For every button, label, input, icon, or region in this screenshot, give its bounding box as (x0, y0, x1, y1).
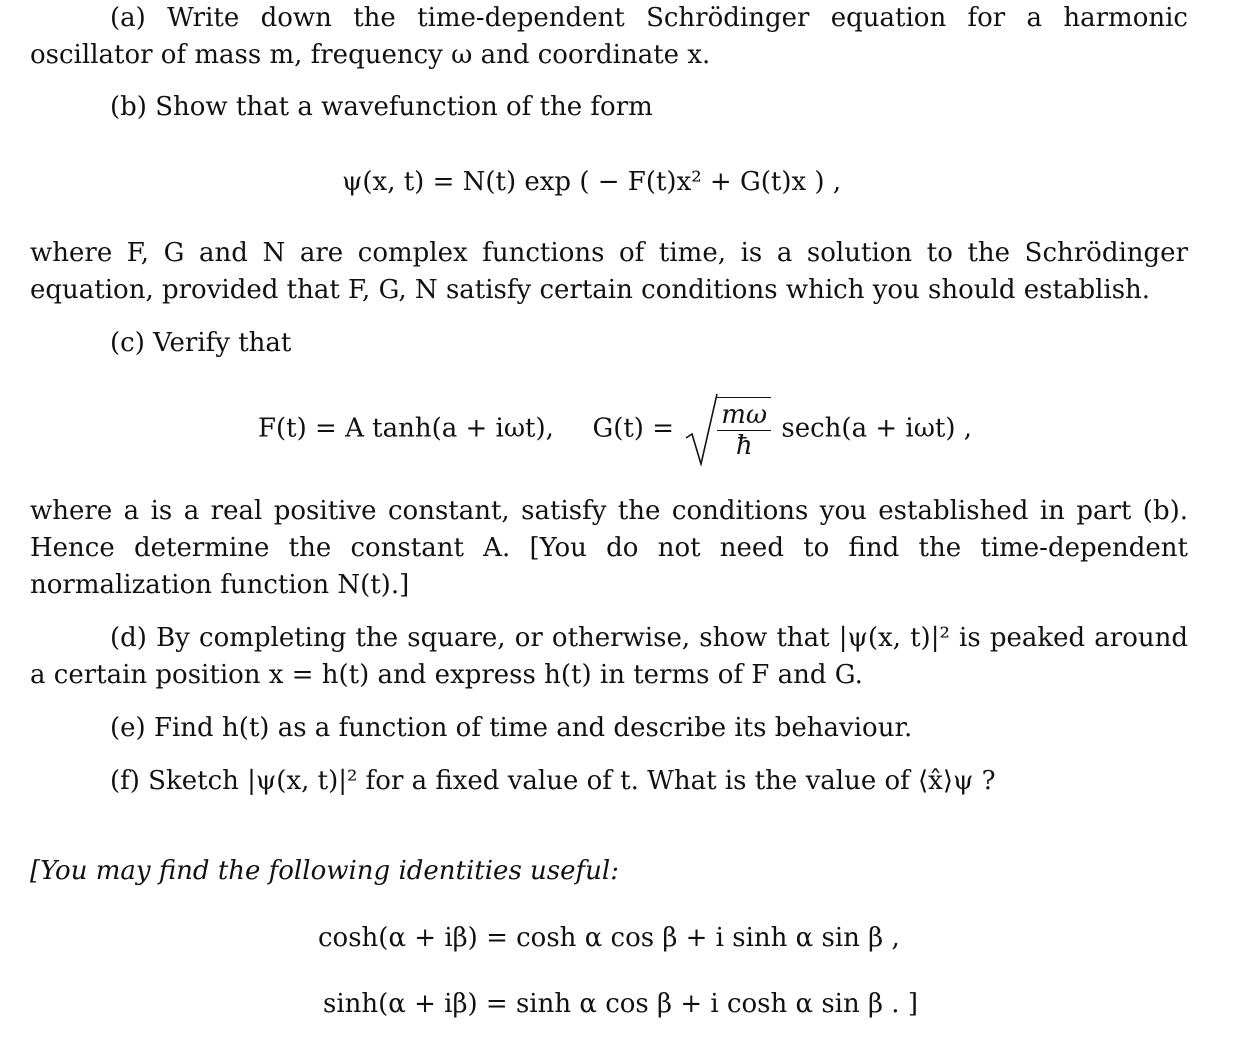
identity-sinh-text: sinh(α + iβ) = sinh α cos β + i cosh α sin β . ] (323, 989, 918, 1019)
sqrt-term (684, 392, 771, 466)
part-b-intro-text: (b) Show that a wavefunction of the form (110, 92, 653, 122)
part-e-paragraph (30, 710, 1188, 747)
part-a-text: (a) Write down the time-dependent Schrödinger equation for a harmonic oscillator of mass m, frequency ω and coordinate x. (30, 3, 1188, 70)
part-a-paragraph (30, 0, 1188, 74)
identity-cosh-text: cosh(α + iβ) = cosh α cos β + i sinh α sin β , (318, 923, 900, 953)
eq-f-of-t: F(t) = A tanh(a + iωt), (258, 413, 554, 444)
wavefunction-equation (342, 164, 841, 201)
part-e-text: (e) Find h(t) as a function of time and describe its behaviour. (110, 713, 913, 743)
part-c-intro-text: (c) Verify that (110, 328, 292, 358)
sqrt-fraction (717, 397, 771, 461)
part-d-paragraph (30, 620, 1188, 694)
wavefunction-equation-text: ψ(x, t) = N(t) exp ( − F(t)x² + G(t)x ) , (342, 167, 842, 197)
identity-sinh (323, 986, 918, 1023)
sqrt-sign-icon (684, 392, 718, 466)
part-b-paragraph (30, 235, 1188, 309)
fraction-numerator: mω (717, 400, 771, 431)
eq-g-rhs: sech(a + iωt) , (781, 413, 973, 444)
eq-g-lhs: G(t) = (592, 413, 674, 444)
hint-intro-text: [You may find the following identities useful: (30, 856, 619, 886)
part-c-paragraph (30, 493, 1188, 604)
part-d-text: (d) By completing the square, or otherwise, show that |ψ(x, t)|² is peaked around a certain position x = h(t) and express h(t) in terms of F and G. (30, 623, 1188, 690)
part-c-equation (258, 392, 972, 468)
part-f-text: (f) Sketch |ψ(x, t)|² for a fixed value of t. What is the value of ⟨x̂⟩ψ ? (110, 766, 996, 796)
part-b-intro (30, 89, 1188, 126)
identity-cosh (318, 920, 900, 957)
part-f-paragraph (30, 763, 1188, 800)
hint-intro (30, 853, 1188, 890)
part-c-intro (30, 325, 1188, 362)
part-c-text: where a is a real positive constant, satisfy the conditions you established in part (b). Hence determine the constant A. [You do not need to find the time-dependent normalization function N(t).] (30, 496, 1188, 600)
part-b-text: where F, G and N are complex functions of time, is a solution to the Schrödinger equation, provided that F, G, N satisfy certain conditions which you should establish. (30, 238, 1188, 305)
fraction-denominator: ħ (735, 431, 753, 461)
